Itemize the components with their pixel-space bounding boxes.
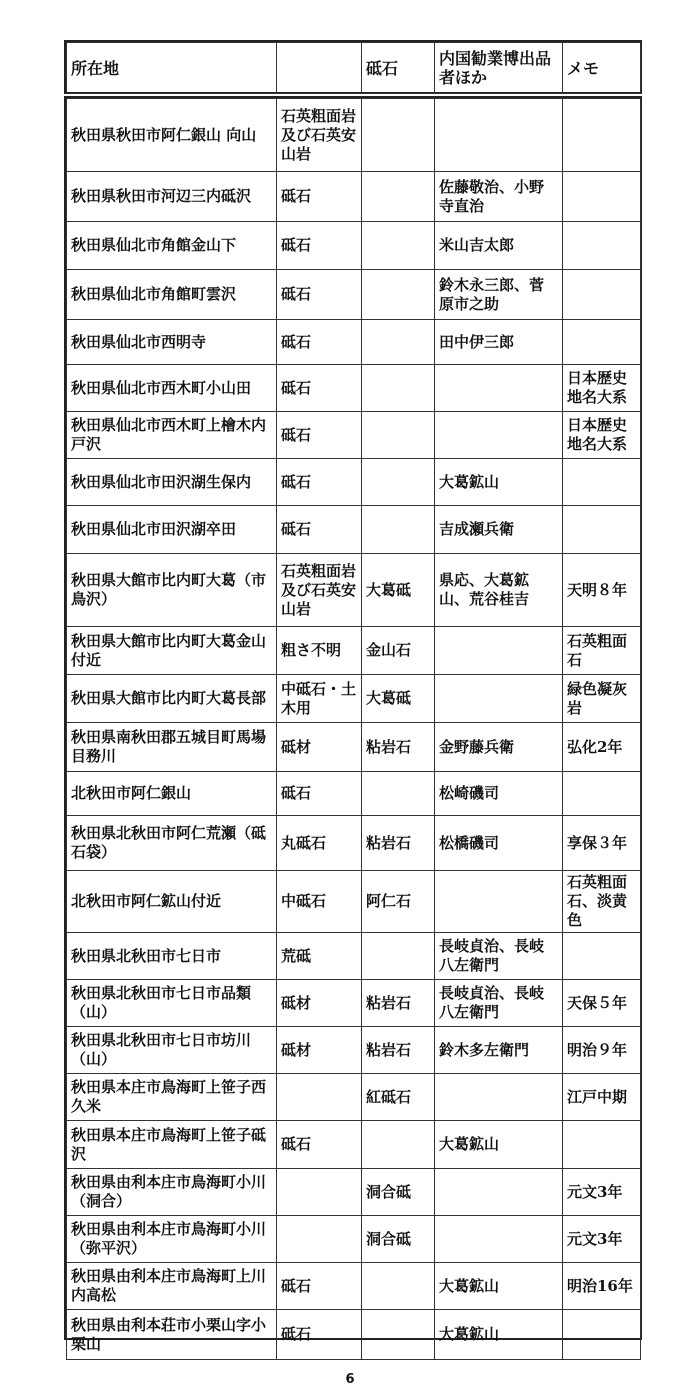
table-row — [67, 270, 641, 320]
cell-exhibitor: 県応、大葛鉱山、荒谷桂吉 — [435, 554, 563, 627]
cell-exhibitor: 長岐貞治、長岐八左衛門 — [435, 933, 563, 980]
table-row — [67, 1169, 641, 1216]
table-row — [67, 365, 641, 412]
table-row — [67, 172, 641, 222]
cell-stone: 洞合砥 — [362, 1169, 435, 1216]
cell-type: 砥石 — [277, 412, 362, 459]
cell-type: 丸砥石 — [277, 816, 362, 871]
cell-location: 秋田県仙北市角館金山下 — [67, 222, 277, 270]
cell-location: 北秋田市阿仁鉱山付近 — [67, 871, 277, 933]
cell-location: 秋田県大館市比内町大葛長部 — [67, 675, 277, 723]
cell-stone: 紅砥石 — [362, 1074, 435, 1121]
cell-exhibitor: 吉成瀬兵衛 — [435, 506, 563, 554]
cell-exhibitor — [435, 1074, 563, 1121]
page-number: 6 — [345, 1372, 355, 1387]
cell-type: 砥材 — [277, 723, 362, 772]
cell-memo: 日本歴史地名大系 — [563, 412, 641, 459]
cell-location: 秋田県由利本庄市鳥海町小川（弥平沢） — [67, 1216, 277, 1263]
cell-stone: 大葛砥 — [362, 675, 435, 723]
cell-type: 石英粗面岩及び石英安山岩 — [277, 554, 362, 627]
table-row — [67, 1216, 641, 1263]
column-header-memo: メモ — [563, 43, 641, 94]
cell-stone — [362, 412, 435, 459]
cell-exhibitor: 鈴木永三郎、菅原市之助 — [435, 270, 563, 320]
cell-location: 秋田県大館市比内町大葛（市鳥沢） — [67, 554, 277, 627]
cell-exhibitor: 大葛鉱山 — [435, 1310, 563, 1360]
cell-type: 砥石 — [277, 459, 362, 506]
cell-location: 秋田県由利本荘市小栗山字小栗山 — [67, 1310, 277, 1360]
table-row — [67, 412, 641, 459]
cell-memo — [563, 506, 641, 554]
cell-location: 秋田県北秋田市七日市品類（山） — [67, 980, 277, 1027]
cell-exhibitor — [435, 675, 563, 723]
table-row — [67, 99, 641, 172]
cell-location: 秋田県本庄市鳥海町上笹子西久米 — [67, 1074, 277, 1121]
cell-exhibitor — [435, 1216, 563, 1263]
cell-location: 秋田県秋田市河辺三内砥沢 — [67, 172, 277, 222]
cell-memo: 江戸中期 — [563, 1074, 641, 1121]
header-frame — [64, 40, 642, 94]
cell-exhibitor: 金野藤兵衛 — [435, 723, 563, 772]
cell-memo: 天保５年 — [563, 980, 641, 1027]
cell-exhibitor — [435, 627, 563, 675]
cell-exhibitor: 松橋磯司 — [435, 816, 563, 871]
cell-memo — [563, 320, 641, 365]
table-row — [67, 1263, 641, 1310]
table-body — [67, 99, 641, 1360]
table-row — [67, 1310, 641, 1360]
cell-memo — [563, 270, 641, 320]
header-table — [66, 42, 641, 94]
cell-location: 秋田県本庄市鳥海町上笹子砥沢 — [67, 1121, 277, 1169]
cell-exhibitor — [435, 412, 563, 459]
cell-memo: 弘化2年 — [563, 723, 641, 772]
cell-memo — [563, 99, 641, 172]
cell-type: 砥石 — [277, 320, 362, 365]
cell-memo: 石英粗面石 — [563, 627, 641, 675]
cell-stone — [362, 99, 435, 172]
cell-type: 砥石 — [277, 1310, 362, 1360]
cell-stone: 洞合砥 — [362, 1216, 435, 1263]
table-row — [67, 222, 641, 270]
cell-stone: 阿仁石 — [362, 871, 435, 933]
cell-stone — [362, 320, 435, 365]
cell-type: 砥石 — [277, 222, 362, 270]
cell-type: 砥材 — [277, 980, 362, 1027]
cell-memo: 明治９年 — [563, 1027, 641, 1074]
cell-memo — [563, 933, 641, 980]
table-row — [67, 723, 641, 772]
cell-type — [277, 1074, 362, 1121]
cell-exhibitor: 佐藤敬治、小野寺直治 — [435, 172, 563, 222]
cell-type: 粗さ不明 — [277, 627, 362, 675]
cell-memo: 享保３年 — [563, 816, 641, 871]
cell-exhibitor: 米山吉太郎 — [435, 222, 563, 270]
cell-location: 北秋田市阿仁銀山 — [67, 772, 277, 816]
table-row — [67, 675, 641, 723]
column-header-stone: 砥石 — [362, 43, 435, 94]
cell-type — [277, 1216, 362, 1263]
cell-exhibitor — [435, 871, 563, 933]
cell-exhibitor — [435, 1169, 563, 1216]
cell-stone: 金山石 — [362, 627, 435, 675]
cell-memo — [563, 459, 641, 506]
cell-location: 秋田県仙北市西木町上檜木内戸沢 — [67, 412, 277, 459]
cell-type — [277, 1169, 362, 1216]
cell-location: 秋田県仙北市田沢湖生保内 — [67, 459, 277, 506]
cell-memo — [563, 172, 641, 222]
cell-location: 秋田県由利本庄市鳥海町上川内高松 — [67, 1263, 277, 1310]
cell-memo: 日本歴史地名大系 — [563, 365, 641, 412]
cell-type: 石英粗面岩及び石英安山岩 — [277, 99, 362, 172]
cell-type: 砥石 — [277, 506, 362, 554]
cell-stone — [362, 270, 435, 320]
cell-memo — [563, 772, 641, 816]
cell-stone: 粘岩石 — [362, 723, 435, 772]
table-row — [67, 554, 641, 627]
cell-exhibitor: 鈴木多左衛門 — [435, 1027, 563, 1074]
cell-stone — [362, 772, 435, 816]
cell-location: 秋田県北秋田市七日市坊川（山） — [67, 1027, 277, 1074]
table-row — [67, 627, 641, 675]
cell-stone — [362, 222, 435, 270]
header-row — [67, 43, 641, 94]
cell-memo: 明治16年 — [563, 1263, 641, 1310]
cell-type: 中砥石 — [277, 871, 362, 933]
cell-memo — [563, 222, 641, 270]
table-row — [67, 980, 641, 1027]
cell-exhibitor — [435, 99, 563, 172]
table-row — [67, 1121, 641, 1169]
table-row — [67, 459, 641, 506]
cell-type: 砥石 — [277, 1263, 362, 1310]
column-header-exhibitor: 内国勧業博出品者ほか — [435, 43, 563, 94]
cell-stone: 粘岩石 — [362, 980, 435, 1027]
cell-memo: 元文3年 — [563, 1216, 641, 1263]
cell-memo: 天明８年 — [563, 554, 641, 627]
table-row — [67, 506, 641, 554]
cell-memo: 石英粗面石、淡黄色 — [563, 871, 641, 933]
cell-location: 秋田県北秋田市阿仁荒瀬（砥石袋） — [67, 816, 277, 871]
cell-stone — [362, 506, 435, 554]
table-row — [67, 933, 641, 980]
cell-location: 秋田県由利本庄市鳥海町小川（洞合） — [67, 1169, 277, 1216]
cell-memo: 元文3年 — [563, 1169, 641, 1216]
cell-location: 秋田県大館市比内町大葛金山付近 — [67, 627, 277, 675]
table-row — [67, 320, 641, 365]
cell-exhibitor — [435, 365, 563, 412]
whetstone-table — [66, 98, 641, 1360]
cell-stone — [362, 933, 435, 980]
cell-memo: 緑色凝灰岩 — [563, 675, 641, 723]
cell-type: 砥石 — [277, 772, 362, 816]
cell-location: 秋田県仙北市西明寺 — [67, 320, 277, 365]
cell-stone: 大葛砥 — [362, 554, 435, 627]
cell-exhibitor: 大葛鉱山 — [435, 459, 563, 506]
cell-type: 砥石 — [277, 270, 362, 320]
cell-stone: 粘岩石 — [362, 1027, 435, 1074]
cell-stone — [362, 459, 435, 506]
cell-type: 砥石 — [277, 172, 362, 222]
cell-location: 秋田県仙北市西木町小山田 — [67, 365, 277, 412]
cell-memo — [563, 1121, 641, 1169]
cell-location: 秋田県南秋田郡五城目町馬場目務川 — [67, 723, 277, 772]
table-row — [67, 1074, 641, 1121]
cell-stone: 粘岩石 — [362, 816, 435, 871]
cell-memo — [563, 1310, 641, 1360]
table-row — [67, 1027, 641, 1074]
cell-exhibitor: 長岐貞治、長岐八左衛門 — [435, 980, 563, 1027]
cell-location: 秋田県秋田市阿仁銀山 向山 — [67, 99, 277, 172]
cell-type: 砥石 — [277, 365, 362, 412]
column-header-type — [277, 43, 362, 94]
cell-location: 秋田県北秋田市七日市 — [67, 933, 277, 980]
table-row — [67, 772, 641, 816]
cell-type: 中砥石・土木用 — [277, 675, 362, 723]
cell-type: 砥材 — [277, 1027, 362, 1074]
table-row — [67, 816, 641, 871]
cell-stone — [362, 1121, 435, 1169]
cell-type: 荒砥 — [277, 933, 362, 980]
cell-stone — [362, 1310, 435, 1360]
cell-location: 秋田県仙北市田沢湖卒田 — [67, 506, 277, 554]
table-row — [67, 871, 641, 933]
cell-exhibitor: 大葛鉱山 — [435, 1263, 563, 1310]
column-header-location: 所在地 — [67, 43, 277, 94]
cell-exhibitor: 松崎磯司 — [435, 772, 563, 816]
cell-exhibitor: 田中伊三郎 — [435, 320, 563, 365]
cell-type: 砥石 — [277, 1121, 362, 1169]
table-frame — [64, 96, 642, 1353]
cell-exhibitor: 大葛鉱山 — [435, 1121, 563, 1169]
cell-location: 秋田県仙北市角館町雲沢 — [67, 270, 277, 320]
cell-stone — [362, 172, 435, 222]
cell-stone — [362, 365, 435, 412]
cell-stone — [362, 1263, 435, 1310]
